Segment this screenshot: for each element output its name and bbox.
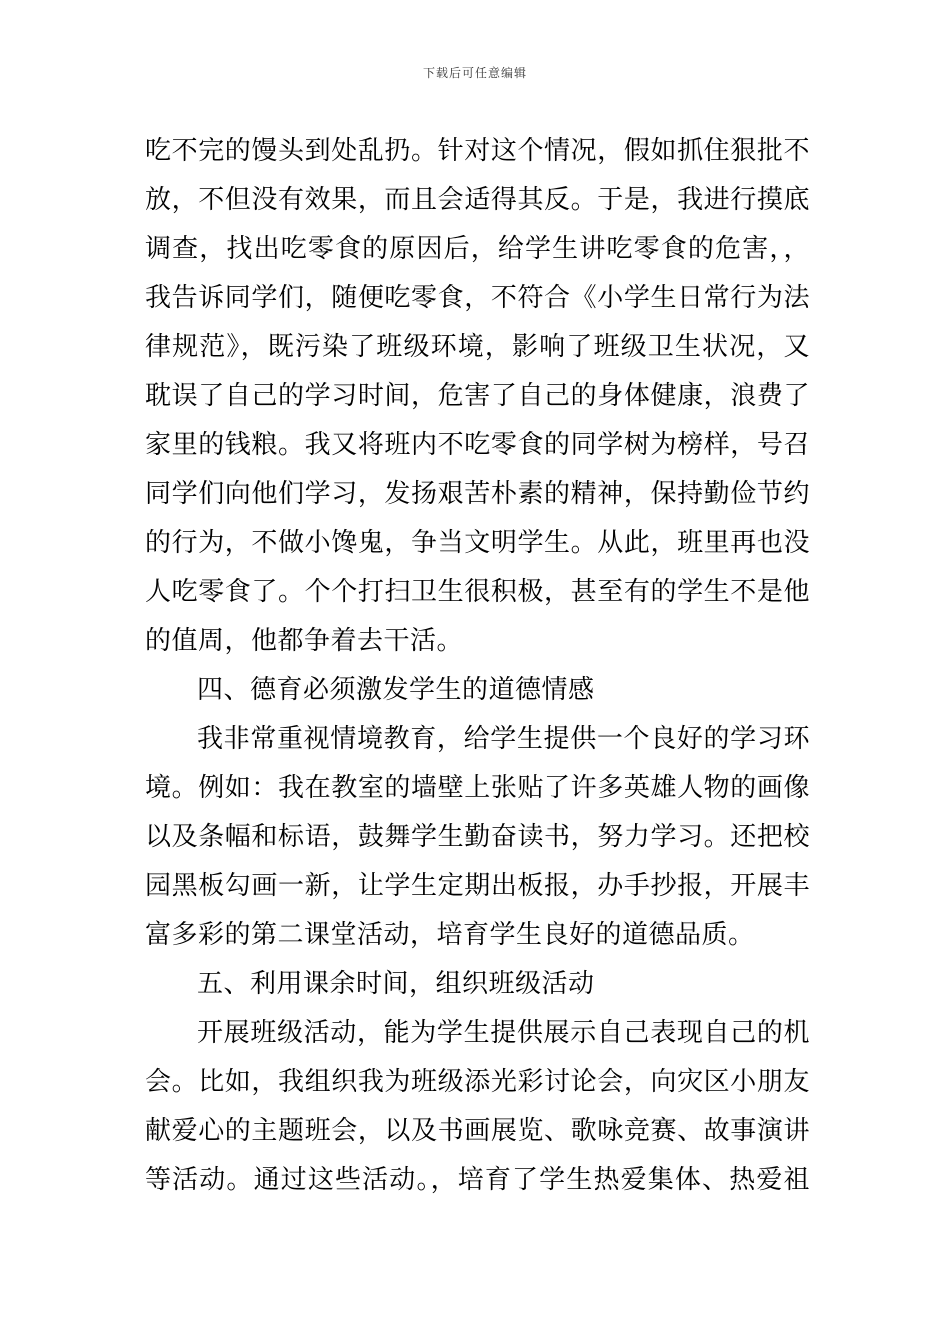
text-line: 境。例如：我在教室的墙壁上张贴了许多英雄人物的画像 xyxy=(145,773,810,803)
section-heading: 四、德育必须激发学生的道德情感 xyxy=(197,675,595,705)
text-line: 我告诉同学们，随便吃零食，不符合《小学生日常行为法 xyxy=(145,283,810,313)
text-line: 等活动。通过这些活动。，培育了学生热爱集体、热爱祖 xyxy=(145,1165,810,1195)
text-line: 开展班级活动，能为学生提供展示自己表现自己的机 xyxy=(197,1018,810,1048)
text-line: 调查，找出吃零食的原因后，给学生讲吃零食的危害，， xyxy=(145,234,810,264)
page-header: 下载后可任意编辑 xyxy=(422,66,527,80)
text-line: 园黑板勾画一新，让学生定期出板报，办手抄报，开展丰 xyxy=(145,871,810,901)
body-text xyxy=(145,127,810,1205)
text-line: 吃不完的馒头到处乱扔。针对这个情况，假如抓住狠批不 xyxy=(145,136,810,166)
text-line: 献爱心的主题班会，以及书画展览、歌咏竞赛、故事演讲 xyxy=(145,1116,810,1146)
text-line: 放，不但没有效果，而且会适得其反。于是，我进行摸底 xyxy=(145,185,810,215)
text-line: 家里的钱粮。我又将班内不吃零食的同学树为榜样，号召 xyxy=(145,430,810,460)
section-heading: 五、利用课余时间，组织班级活动 xyxy=(197,969,595,999)
text-line: 我非常重视情境教育，给学生提供一个良好的学习环 xyxy=(197,724,810,754)
text-line: 的值周，他都争着去干活。 xyxy=(145,626,464,656)
text-line: 的行为，不做小馋鬼，争当文明学生。从此，班里再也没 xyxy=(145,528,810,558)
text-line: 同学们向他们学习，发扬艰苦朴素的精神，保持勤俭节约 xyxy=(145,479,810,509)
text-line: 富多彩的第二课堂活动，培育学生良好的道德品质。 xyxy=(145,920,755,950)
text-line: 会。比如，我组织我为班级添光彩讨论会，向灾区小朋友 xyxy=(145,1067,810,1097)
text-line: 以及条幅和标语，鼓舞学生勤奋读书，努力学习。还把校 xyxy=(145,822,810,852)
text-line: 耽误了自己的学习时间，危害了自己的身体健康，浪费了 xyxy=(145,381,810,411)
text-line: 人吃零食了。个个打扫卫生很积极，甚至有的学生不是他 xyxy=(145,577,810,607)
text-line: 律规范》，既污染了班级环境，影响了班级卫生状况，又 xyxy=(145,332,810,362)
